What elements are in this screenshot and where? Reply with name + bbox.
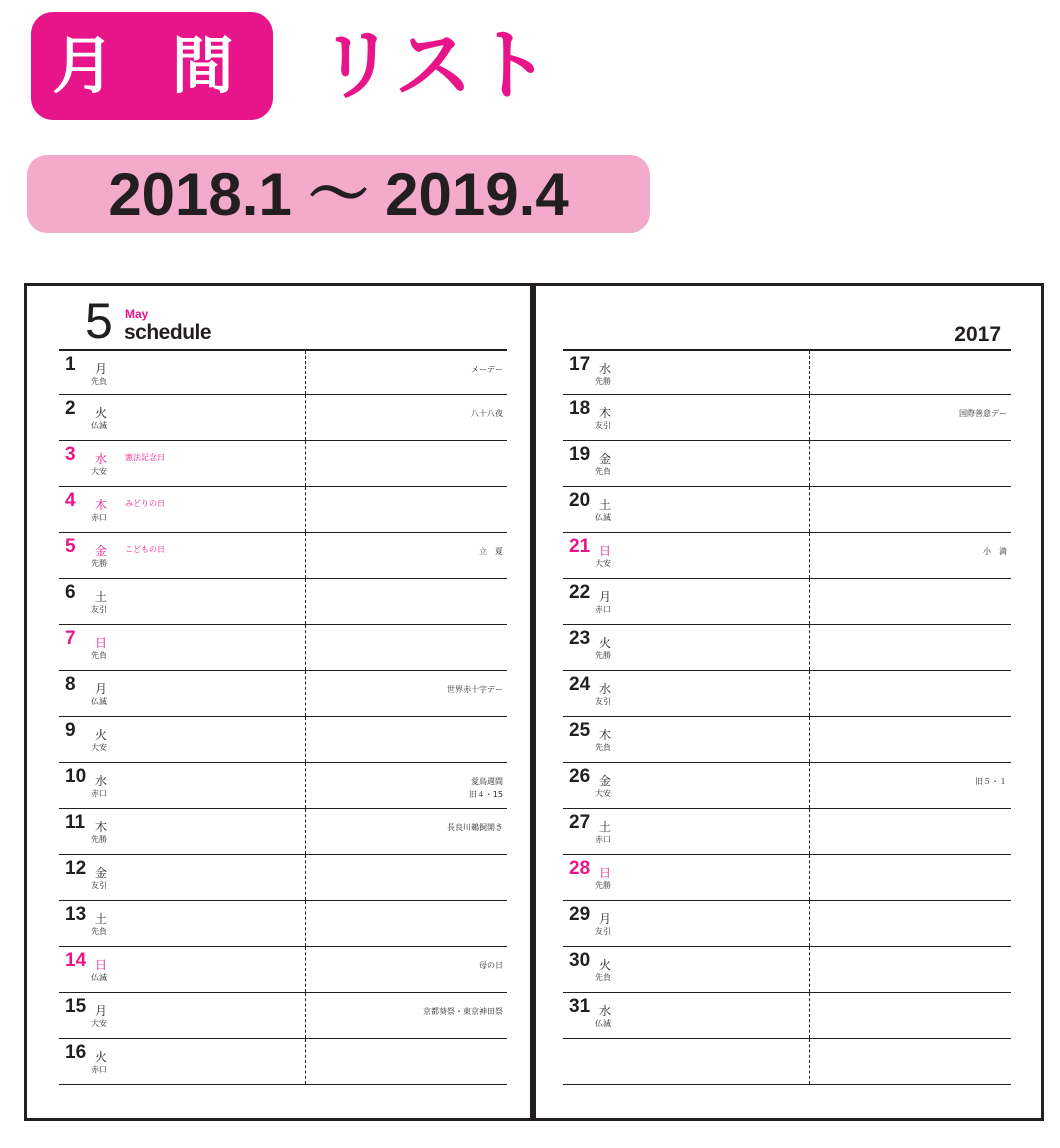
day-number: 11 [65,812,86,833]
schedule-heading: schedule [124,321,212,344]
day-row[interactable] [59,533,507,579]
day-row[interactable] [563,993,1011,1039]
day-number: 14 [65,950,87,971]
event-line: 母の日 [479,961,503,970]
day-list-right [563,349,1011,1085]
column-divider [809,671,810,716]
day-row[interactable] [563,579,1011,625]
rokuyo-label: 先負 [91,927,107,936]
column-divider [809,993,810,1038]
column-divider [305,855,306,900]
event-line: 愛鳥週間 [471,777,503,786]
column-divider [305,441,306,486]
event-note [447,821,503,834]
holiday-label: こどもの日 [125,545,165,554]
holiday-label: みどりの日 [125,499,165,508]
column-divider [809,487,810,532]
day-of-week: 月 [599,590,612,604]
day-of-week: 土 [599,498,612,512]
rokuyo-label: 先負 [91,377,107,386]
day-row[interactable] [563,349,1011,395]
event-line: 長良川鵜飼開き [447,823,503,832]
rokuyo-label: 先勝 [595,377,611,386]
event-note [447,683,503,696]
day-of-week: 金 [95,544,108,558]
day-of-week: 月 [599,912,612,926]
day-of-week: 日 [599,866,612,880]
day-row[interactable] [563,1039,1011,1085]
event-line: 旧５・１ [975,777,1007,786]
day-of-week: 水 [599,362,612,376]
day-of-week: 水 [599,1004,612,1018]
rokuyo-label: 友引 [91,605,107,614]
day-row[interactable] [563,671,1011,717]
day-row[interactable] [563,533,1011,579]
rokuyo-label: 大安 [91,743,107,752]
day-number: 31 [569,996,591,1017]
rokuyo-label: 友引 [595,927,611,936]
day-row[interactable] [563,809,1011,855]
day-number: 8 [65,674,76,695]
day-of-week: 木 [95,820,108,834]
rokuyo-label: 大安 [595,559,611,568]
date-range-badge: 2018.1 ～ 2019.4 [27,155,650,233]
rokuyo-label: 赤口 [595,835,611,844]
event-note [479,959,503,972]
event-note [983,545,1007,558]
day-of-week: 火 [599,958,612,972]
day-number: 19 [569,444,591,465]
rokuyo-label: 先勝 [91,835,107,844]
rokuyo-label: 先負 [595,973,611,982]
day-number: 30 [569,950,591,971]
column-divider [305,671,306,716]
column-divider [305,579,306,624]
day-number: 23 [569,628,591,649]
column-divider [809,533,810,578]
day-row[interactable] [563,487,1011,533]
day-number: 6 [65,582,76,603]
day-of-week: 木 [599,728,612,742]
title-badge: 月 間 [31,12,273,120]
rokuyo-label: 先負 [595,467,611,476]
rokuyo-label: 赤口 [595,605,611,614]
event-line: メーデー [471,365,503,374]
day-number: 21 [569,536,591,557]
column-divider [809,625,810,670]
day-of-week: 月 [95,682,108,696]
rokuyo-label: 赤口 [91,513,107,522]
event-line: 立 夏 [479,547,503,556]
day-number: 13 [65,904,87,925]
day-row[interactable] [59,763,507,809]
rokuyo-label: 仏滅 [595,1019,611,1028]
day-of-week: 火 [95,728,108,742]
event-line: 旧４・15 [468,790,503,799]
day-number: 5 [65,536,76,557]
rokuyo-label: 大安 [91,1019,107,1028]
column-divider [305,763,306,808]
day-of-week: 水 [95,774,108,788]
day-number: 4 [65,490,76,511]
day-number: 9 [65,720,76,741]
day-row[interactable] [563,947,1011,993]
rokuyo-label: 仏滅 [91,421,107,430]
right-page [533,283,1044,1121]
day-row[interactable] [59,441,507,487]
rokuyo-label: 先負 [595,743,611,752]
day-row[interactable] [59,901,507,947]
day-of-week: 月 [95,1004,108,1018]
rokuyo-label: 大安 [91,467,107,476]
day-number: 2 [65,398,76,419]
day-row[interactable] [59,855,507,901]
column-divider [305,947,306,992]
day-of-week: 月 [95,362,108,376]
day-row[interactable] [563,441,1011,487]
event-line: 国際善意デー [959,409,1007,418]
rokuyo-label: 大安 [595,789,611,798]
day-number: 1 [65,354,76,375]
day-row[interactable] [59,487,507,533]
rokuyo-label: 先勝 [595,651,611,660]
event-note [469,775,503,801]
day-of-week: 日 [95,636,108,650]
day-number: 26 [569,766,591,787]
day-row[interactable] [563,763,1011,809]
day-of-week: 日 [95,958,108,972]
event-line: 京都葵祭・東京神田祭 [423,1007,503,1016]
day-of-week: 金 [599,774,612,788]
day-number: 3 [65,444,76,465]
column-divider [305,533,306,578]
left-page [24,283,533,1121]
month-english: May [125,307,149,321]
event-line: 小 満 [983,547,1007,556]
day-of-week: 火 [599,636,612,650]
day-number: 22 [569,582,591,603]
day-number: 20 [569,490,591,511]
day-of-week: 水 [599,682,612,696]
day-of-week: 日 [599,544,612,558]
column-divider [809,717,810,762]
day-of-week: 水 [95,452,108,466]
column-divider [809,579,810,624]
rokuyo-label: 仏滅 [595,513,611,522]
column-divider [305,993,306,1038]
rokuyo-label: 仏滅 [91,697,107,706]
column-divider [305,901,306,946]
day-of-week: 土 [95,590,108,604]
day-of-week: 金 [95,866,108,880]
event-note [959,407,1007,420]
day-row[interactable] [59,625,507,671]
day-row[interactable] [59,395,507,441]
rokuyo-label: 先勝 [595,881,611,890]
year-label: 2017 [954,323,1001,346]
event-line: 八十八夜 [471,409,503,418]
day-of-week: 土 [599,820,612,834]
day-of-week: 火 [95,1050,108,1064]
day-row[interactable] [59,671,507,717]
column-divider [305,395,306,440]
day-number: 27 [569,812,591,833]
event-note [423,1005,503,1018]
column-divider [809,351,810,394]
title-subtitle: リスト [318,21,551,111]
event-note [479,545,503,558]
day-number: 7 [65,628,76,649]
column-divider [305,809,306,854]
rokuyo-label: 友引 [595,421,611,430]
day-of-week: 木 [599,406,612,420]
day-number: 12 [65,858,87,879]
column-divider [305,1039,306,1084]
rokuyo-label: 友引 [91,881,107,890]
day-number: 17 [569,354,591,375]
day-row[interactable] [563,395,1011,441]
event-line: 世界赤十字デー [447,685,503,694]
day-number: 16 [65,1042,87,1063]
event-note [471,407,503,420]
column-divider [809,809,810,854]
day-list-left [59,349,507,1085]
day-row[interactable] [563,901,1011,947]
day-of-week: 木 [95,498,108,512]
column-divider [305,625,306,670]
holiday-label: 憲法記念日 [125,453,165,462]
day-row[interactable] [563,717,1011,763]
day-row[interactable] [563,855,1011,901]
day-number: 29 [569,904,591,925]
day-row[interactable] [59,579,507,625]
day-of-week: 金 [599,452,612,466]
column-divider [809,855,810,900]
day-number: 24 [569,674,591,695]
day-row[interactable] [59,993,507,1039]
day-number: 10 [65,766,87,787]
rokuyo-label: 赤口 [91,1065,107,1074]
column-divider [305,487,306,532]
column-divider [809,901,810,946]
column-divider [809,441,810,486]
month-number: 5 [85,293,113,349]
column-divider [809,947,810,992]
day-row[interactable] [59,947,507,993]
rokuyo-label: 先負 [91,651,107,660]
column-divider [305,351,306,394]
day-row[interactable] [59,717,507,763]
day-number: 25 [569,720,591,741]
day-row[interactable] [59,349,507,395]
event-note [975,775,1007,788]
rokuyo-label: 仏滅 [91,973,107,982]
rokuyo-label: 赤口 [91,789,107,798]
day-of-week: 火 [95,406,108,420]
day-number: 28 [569,858,591,879]
rokuyo-label: 先勝 [91,559,107,568]
day-of-week: 土 [95,912,108,926]
column-divider [305,717,306,762]
event-note [471,363,503,376]
day-row[interactable] [563,625,1011,671]
column-divider [809,1039,810,1084]
column-divider [809,763,810,808]
rokuyo-label: 友引 [595,697,611,706]
day-number: 18 [569,398,591,419]
day-row[interactable] [59,1039,507,1085]
column-divider [809,395,810,440]
day-number: 15 [65,996,87,1017]
day-row[interactable] [59,809,507,855]
